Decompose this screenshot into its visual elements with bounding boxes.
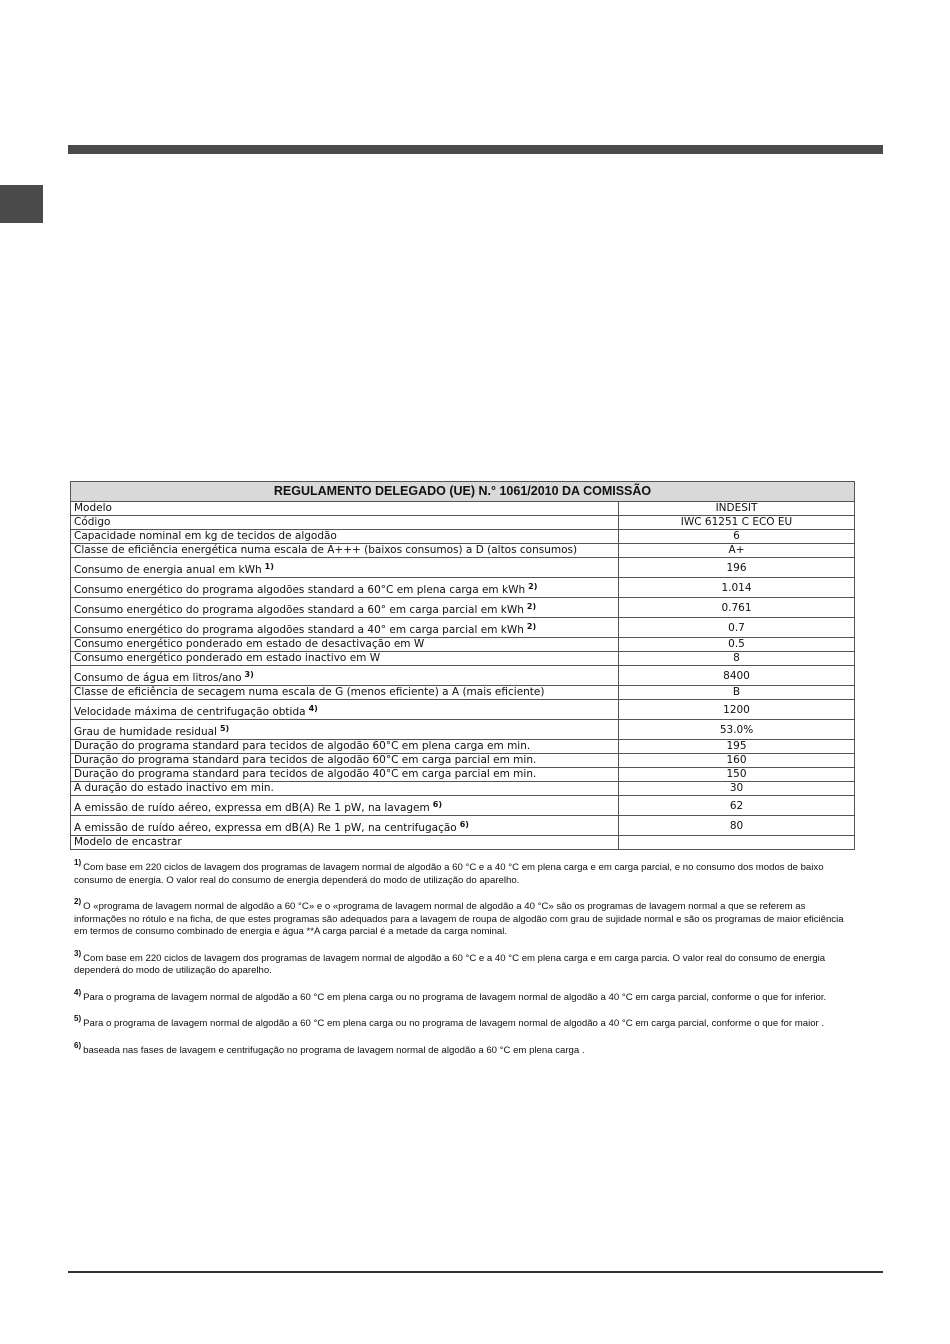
row-label xyxy=(71,796,619,816)
row-value: 0.761 xyxy=(619,598,855,618)
row-value: IWC 61251 C ECO EU xyxy=(619,516,855,530)
row-value: 0.7 xyxy=(619,618,855,638)
footnote-ref: 5) xyxy=(219,724,230,734)
footnote xyxy=(74,897,849,939)
table-row xyxy=(71,816,855,836)
row-label xyxy=(71,666,619,686)
footnote-ref: 6) xyxy=(432,800,442,810)
row-value: INDESIT xyxy=(619,502,855,516)
row-label-text: Modelo de encastrar xyxy=(74,836,182,849)
table-row xyxy=(71,720,855,740)
table-row xyxy=(71,530,855,544)
footnote-ref: 6) xyxy=(459,820,469,830)
row-label xyxy=(71,754,619,768)
row-label-text: Classe de eficiência de secagem numa escala de G (menos eficiente) a A (mais eficiente) xyxy=(74,686,545,699)
header-rule xyxy=(68,145,883,154)
row-value: 80 xyxy=(619,816,855,836)
row-value xyxy=(619,836,855,850)
row-value: 8 xyxy=(619,652,855,666)
row-value: 196 xyxy=(619,558,855,578)
row-value: 195 xyxy=(619,740,855,754)
table-row xyxy=(71,768,855,782)
row-label-text: Consumo energético do programa algodões standard a 60°C em plena carga em kWh xyxy=(74,584,526,597)
footnote-text: baseada nas fases de lavagem e centrifugação no programa de lavagem normal de algodão a 60 °C em plena carga . xyxy=(83,1044,585,1056)
row-value: 150 xyxy=(619,768,855,782)
table-row xyxy=(71,502,855,516)
footnote xyxy=(74,1040,849,1058)
footnote-text: Para o programa de lavagem normal de algodão a 60 °C em plena carga ou no programa de lavagem normal de algodão a 40 °C em carga parcial, conforme o que for maior . xyxy=(83,1018,825,1029)
row-label xyxy=(71,816,619,836)
table-row xyxy=(71,686,855,700)
row-label xyxy=(71,740,619,754)
row-label xyxy=(71,578,619,598)
table-row xyxy=(71,700,855,720)
row-label-text: Velocidade máxima de centrifugação obtida xyxy=(74,706,306,719)
footnote-mark: 4) xyxy=(74,987,82,997)
row-value: 30 xyxy=(619,782,855,796)
footnote-text: Com base em 220 ciclos de lavagem dos programas de lavagem normal de algodão a 60 °C e a 40 °C em plena carga e em carga parcial, e no consumo dos modos de baixo consumo de energia. O valor real do consumo de energia dependerá do modo de utilização do aparelho. xyxy=(74,862,824,886)
table-body xyxy=(71,502,855,850)
row-value: 1.014 xyxy=(619,578,855,598)
table-row xyxy=(71,516,855,530)
row-value: 0.5 xyxy=(619,638,855,652)
row-label xyxy=(71,598,619,618)
footnote-mark: 1) xyxy=(74,858,82,867)
footnote-text: O «programa de lavagem normal de algodão a 60 °C» e o «programa de lavagem normal de algodão a 40 °C» são os programas de lavagem normal a que se referem as informações no rótulo e na ficha, de que estes programas são adequados para a lavagem de roupa de algodão com grau de sujidade normal e são os programas de maior eficiência em termos de consumo combinado de energia e água **A carga parcial é a metade da carga nominal. xyxy=(74,901,844,937)
row-label xyxy=(71,782,619,796)
table-row xyxy=(71,652,855,666)
row-label xyxy=(71,544,619,558)
row-label-text: A duração do estado inactivo em min. xyxy=(74,782,274,795)
table-row xyxy=(71,578,855,598)
row-value: 160 xyxy=(619,754,855,768)
footnote-ref: 4) xyxy=(308,704,318,714)
table-row xyxy=(71,796,855,816)
footnote-text: Para o programa de lavagem normal de algodão a 60 °C em plena carga ou no programa de lavagem normal de algodão a 40 °C em carga parcial, conforme o que for inferior. xyxy=(83,991,827,1003)
table-row xyxy=(71,782,855,796)
footnotes xyxy=(74,858,849,1071)
table-row xyxy=(71,666,855,686)
row-value: 6 xyxy=(619,530,855,544)
language-tab-marker xyxy=(0,185,43,223)
row-label xyxy=(71,638,619,652)
footnote-mark: 3) xyxy=(74,948,82,958)
table-title: REGULAMENTO DELEGADO (UE) N.° 1061/2010 DA COMISSÃO xyxy=(71,482,855,502)
footnote-mark: 6) xyxy=(74,1040,82,1050)
footnote-ref: 1) xyxy=(264,562,274,572)
row-label xyxy=(71,686,619,700)
row-label xyxy=(71,502,619,516)
row-label-text: Duração do programa standard para tecidos de algodão 40°C em carga parcial em min. xyxy=(74,768,537,781)
table-row xyxy=(71,558,855,578)
table-row xyxy=(71,754,855,768)
row-value: A+ xyxy=(619,544,855,558)
row-label-text: Duração do programa standard para tecidos de algodão 60°C em carga parcial em min. xyxy=(74,754,537,767)
row-label xyxy=(71,720,619,740)
row-value: 8400 xyxy=(619,666,855,686)
footnote-mark: 5) xyxy=(74,1014,82,1023)
footnote-ref: 2) xyxy=(528,582,538,592)
row-value: B xyxy=(619,686,855,700)
row-label xyxy=(71,836,619,850)
footnote xyxy=(74,858,849,887)
regulation-spec-table xyxy=(70,481,855,850)
footer-rule xyxy=(68,1271,883,1273)
row-label-text: Consumo energético do programa algodões standard a 60° em carga parcial em kWh xyxy=(74,604,524,617)
footnote xyxy=(74,987,849,1005)
row-label-text: Duração do programa standard para tecidos de algodão 60°C em plena carga em min. xyxy=(74,740,531,753)
table-row xyxy=(71,638,855,652)
row-label xyxy=(71,768,619,782)
table-row xyxy=(71,836,855,850)
row-label-text: Grau de humidade residual xyxy=(74,726,217,739)
row-value: 53.0% xyxy=(619,720,855,740)
row-label xyxy=(71,530,619,544)
row-label-text: Consumo energético ponderado em estado de desactivação em W xyxy=(74,638,425,651)
row-label-text: Consumo de água em litros/ano xyxy=(74,672,242,685)
row-label xyxy=(71,700,619,720)
row-value: 62 xyxy=(619,796,855,816)
row-label xyxy=(71,618,619,638)
footnote-ref: 2) xyxy=(526,602,537,612)
table-row xyxy=(71,544,855,558)
row-label-text: Consumo energético do programa algodões standard a 40° em carga parcial em kWh xyxy=(74,624,524,637)
row-label-text: Consumo de energia anual em kWh xyxy=(74,564,262,577)
row-label xyxy=(71,558,619,578)
row-label-text: A emissão de ruído aéreo, expressa em dB(A) Re 1 pW, na lavagem xyxy=(74,802,430,815)
footnote-ref: 2) xyxy=(526,622,537,632)
footnote-ref: 3) xyxy=(244,670,254,680)
row-label xyxy=(71,516,619,530)
footnote-mark: 2) xyxy=(74,897,82,906)
row-label-text: Código xyxy=(74,516,111,529)
footnote xyxy=(74,948,849,978)
row-label-text: Classe de eficiência energética numa escala de A+++ (baixos consumos) a D (altos consumos) xyxy=(74,544,578,557)
row-label xyxy=(71,652,619,666)
row-label-text: A emissão de ruído aéreo, expressa em dB(A) Re 1 pW, na centrifugação xyxy=(74,822,457,835)
footnote xyxy=(74,1014,849,1031)
table-row xyxy=(71,740,855,754)
row-label-text: Consumo energético ponderado em estado inactivo em W xyxy=(74,652,381,665)
row-value: 1200 xyxy=(619,700,855,720)
row-label-text: Capacidade nominal em kg de tecidos de algodão xyxy=(74,530,337,543)
footnote-text: Com base em 220 ciclos de lavagem dos programas de lavagem normal de algodão a 60 °C e a 40 °C em plena carga e em carga parcia. O valor real do consumo de energia dependerá do modo de utilização do aparelho. xyxy=(74,952,826,976)
table-row xyxy=(71,618,855,638)
table-row xyxy=(71,598,855,618)
row-label-text: Modelo xyxy=(74,502,112,515)
